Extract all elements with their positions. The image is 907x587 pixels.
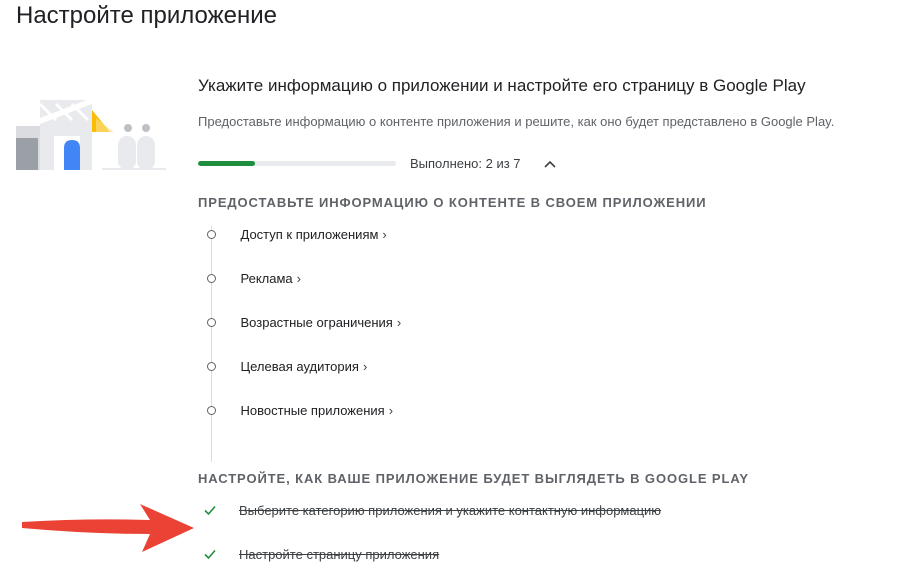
chevron-right-icon: › bbox=[396, 314, 402, 330]
task-item[interactable] bbox=[198, 398, 393, 422]
chevron-right-icon: › bbox=[362, 358, 368, 374]
setup-illustration bbox=[16, 92, 166, 170]
task-item[interactable] bbox=[198, 266, 301, 290]
task-link[interactable]: Новостные приложения › bbox=[240, 402, 394, 418]
circle-icon bbox=[207, 362, 216, 371]
task-link[interactable]: Целевая аудитория › bbox=[240, 358, 368, 374]
task-item[interactable] bbox=[198, 222, 387, 246]
circle-icon bbox=[207, 274, 216, 283]
store-listing-heading: НАСТРОЙТЕ, КАК ВАШЕ ПРИЛОЖЕНИЕ БУДЕТ ВЫГЛЯДЕТЬ В GOOGLE PLAY bbox=[198, 471, 749, 486]
check-icon bbox=[203, 503, 217, 517]
chevron-up-icon[interactable] bbox=[543, 157, 557, 171]
completed-task-label[interactable]: Настройте страницу приложения bbox=[239, 546, 440, 562]
task-link[interactable]: Реклама › bbox=[240, 270, 301, 286]
check-icon bbox=[203, 547, 217, 561]
chevron-right-icon: › bbox=[388, 402, 394, 418]
progress-bar-fill bbox=[198, 161, 255, 166]
task-item[interactable] bbox=[198, 310, 401, 334]
task-link[interactable]: Возрастные ограничения › bbox=[240, 314, 402, 330]
completed-task-item[interactable] bbox=[198, 498, 661, 522]
chevron-right-icon: › bbox=[296, 270, 301, 286]
circle-icon bbox=[207, 230, 216, 239]
completed-task-label[interactable]: Выберите категорию приложения и укажите контактную информацию bbox=[239, 502, 662, 518]
task-item[interactable] bbox=[198, 354, 367, 378]
section-title: Укажите информацию о приложении и настройте его страницу в Google Play bbox=[198, 76, 806, 95]
task-link[interactable]: Доступ к приложениям › bbox=[240, 226, 387, 242]
content-info-heading: ПРЕДОСТАВЬТЕ ИНФОРМАЦИЮ О КОНТЕНТЕ В СВОЕМ ПРИЛОЖЕНИИ bbox=[198, 195, 707, 210]
progress-label: Выполнено: 2 из 7 bbox=[410, 156, 521, 171]
annotation-arrow bbox=[18, 500, 198, 556]
timeline-line bbox=[211, 226, 212, 462]
progress-bar bbox=[198, 161, 396, 166]
circle-icon bbox=[207, 406, 216, 415]
completed-task-item[interactable] bbox=[198, 542, 439, 566]
circle-icon bbox=[207, 318, 216, 327]
page-title: Настройте приложение bbox=[16, 2, 278, 29]
section-description: Предоставьте информацию о контенте приложения и решите, как оно будет представлено в Google Play. bbox=[198, 114, 835, 129]
chevron-right-icon: › bbox=[382, 226, 387, 242]
